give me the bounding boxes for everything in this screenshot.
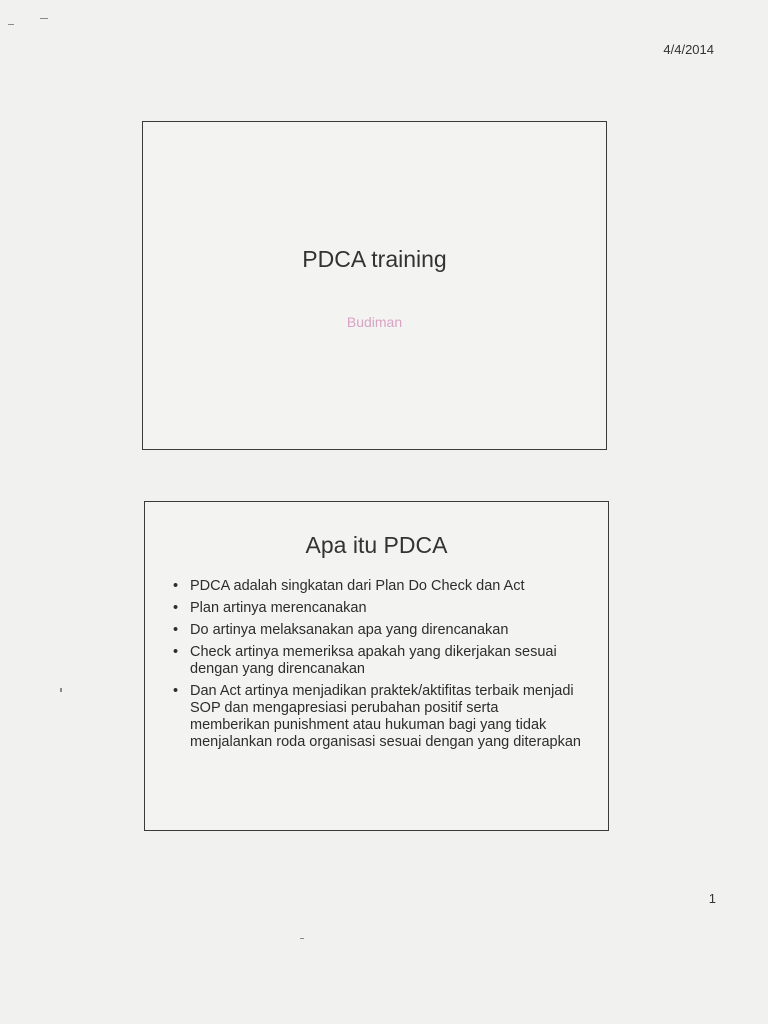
page-number: 1 bbox=[708, 891, 716, 906]
bullet-item bbox=[171, 622, 581, 639]
scan-speck bbox=[60, 688, 62, 692]
scan-speck bbox=[8, 24, 14, 25]
slide-title-frame bbox=[142, 121, 607, 450]
bullet-dot: • bbox=[173, 578, 179, 594]
bullet-dot: • bbox=[173, 600, 179, 616]
bullet-item bbox=[171, 578, 581, 595]
slide-heading: Apa itu PDCA bbox=[305, 532, 448, 558]
bullet-item bbox=[171, 644, 581, 678]
page-date: 4/4/2014 bbox=[663, 42, 714, 57]
slide-author: Budiman bbox=[346, 314, 403, 330]
bullet-dot: • bbox=[173, 622, 179, 638]
bullet-text: PDCA adalah singkatan dari Plan Do Check dan Act bbox=[190, 578, 525, 594]
bullet-dot: • bbox=[173, 644, 179, 660]
scan-speck bbox=[300, 938, 304, 939]
bullet-list bbox=[171, 578, 581, 756]
bullet-text: Do artinya melaksanakan apa yang direncanakan bbox=[190, 622, 509, 638]
bullet-dot: • bbox=[173, 683, 179, 699]
bullet-text: Plan artinya merencanakan bbox=[190, 600, 367, 616]
slide-content-frame bbox=[144, 501, 609, 831]
slide-title: PDCA training bbox=[302, 246, 447, 272]
bullet-text: Dan Act artinya menjadikan praktek/aktifitas terbaik menjadi SOP dan mengapresiasi perubahan positif serta memberikan punishment atau hukuman bagi yang tidak menjalankan roda organisasi sesuai dengan yang diterapkan bbox=[190, 683, 581, 750]
bullet-item bbox=[171, 683, 581, 751]
bullet-text: Check artinya memeriksa apakah yang dikerjakan sesuai dengan yang direncanakan bbox=[190, 644, 557, 677]
scan-speck bbox=[40, 18, 48, 19]
bullet-item bbox=[171, 600, 581, 617]
